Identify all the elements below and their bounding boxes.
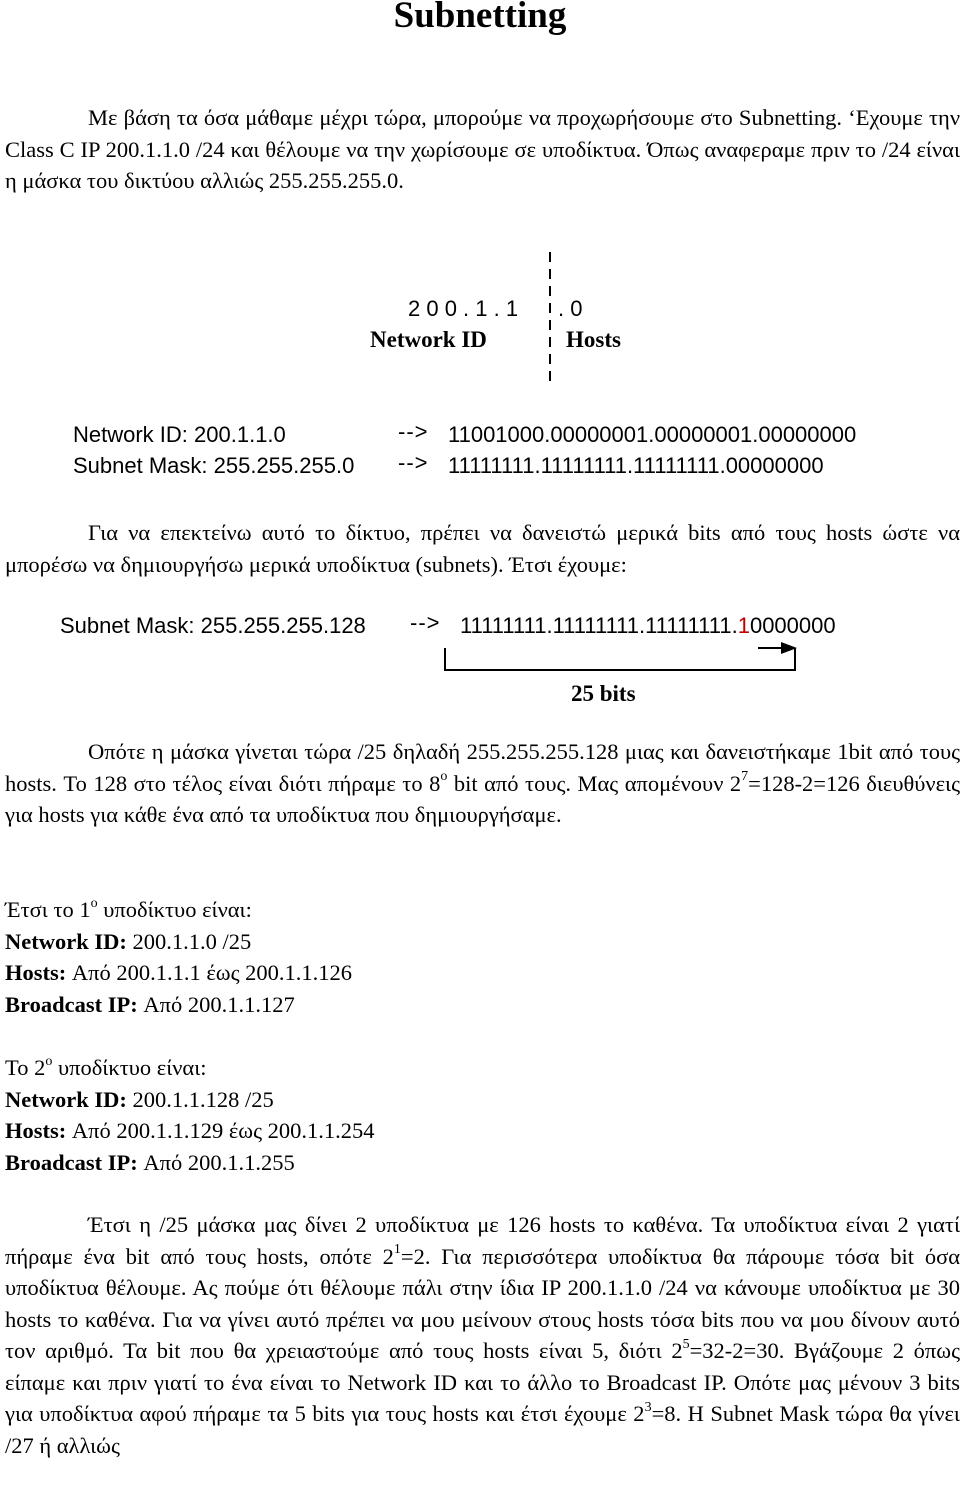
superscript: 7 — [741, 769, 749, 784]
field-label: Network ID: — [5, 1086, 127, 1112]
field-value: 200.1.1.0 /25 — [126, 928, 252, 954]
new-mask-label: Subnet Mask: 255.255.255.128 — [60, 613, 366, 638]
superscript: 3 — [644, 1399, 652, 1415]
subnet-2-network — [5, 1084, 375, 1116]
superscript: ο — [90, 895, 98, 911]
closing-text-4: =8. Η Subnet Mask τώρα θα γίνει /27 ή αλλιώς — [5, 1401, 960, 1458]
field-value: Από 200.1.1.127 — [137, 991, 295, 1017]
explain-text-2: bit από τους. Μας απομένουν 2 — [447, 770, 742, 796]
closing-paragraph — [5, 1209, 960, 1461]
subnet-1-block — [5, 894, 352, 1020]
hosts-label: Hosts — [566, 327, 621, 352]
borrowed-bit: 1 — [737, 613, 750, 638]
field-label: Broadcast IP: — [5, 1149, 138, 1175]
heading-text: Το 2 — [5, 1055, 46, 1080]
network-id-row-binary: 11001000.00000001.00000001.00000000 — [448, 422, 857, 447]
superscript: 5 — [682, 1336, 690, 1352]
field-value: 200.1.1.128 /25 — [126, 1086, 274, 1112]
new-mask-binary — [460, 613, 836, 639]
superscript: 1 — [393, 1242, 401, 1257]
page-title: Subnetting — [393, 0, 567, 36]
superscript: ο — [440, 769, 448, 784]
binary-suffix: 0000000 — [749, 613, 836, 638]
subnet-2-heading — [5, 1052, 375, 1084]
borrow-paragraph: Για να επεκτείνω αυτό το δίκτυο, πρέπει να δανειστώ μερικά bits από τους hosts ώστε να μπορέσω να δημιουργήσω μερικά υποδίκτυα (subnets). Έτσι έχουμε: — [5, 520, 960, 577]
bracket-label: 25 bits — [571, 681, 636, 706]
heading-text: Έτσι το 1 — [5, 897, 91, 922]
subnet-1-network — [5, 926, 352, 958]
network-id-row-arrow: --> — [398, 419, 429, 444]
network-id-label: Network ID — [370, 327, 487, 352]
heading-text: υποδίκτυο είναι: — [97, 897, 252, 922]
subnet-2-block — [5, 1052, 375, 1178]
bracket-arrow — [440, 640, 806, 676]
closing-text-1: Έτσι η /25 μάσκα μας δίνει 2 υποδίκτυα με 126 hosts το καθένα. Τα υποδίκτυα είναι 2 γιατί πήραμε ένα bit από τους hosts, οπότε 2 — [5, 1212, 960, 1269]
field-label: Hosts: — [5, 960, 67, 985]
subnet-mask-row-binary: 11111111.11111111.11111111.00000000 — [448, 453, 824, 478]
field-label: Network ID: — [5, 928, 127, 954]
closing-text-3: =32-2=30. Βγάζουμε 2 όπως είπαμε και πριν γιατί το ένα είναι το Network ID και το άλλο το Broadcast IP. Οπότε μας μένουν 3 bits για υποδίκτυα αφού πήραμε τα 5 bits για τους hosts και έτσι έχουμε 2 — [5, 1338, 960, 1426]
subnet-1-heading — [5, 894, 352, 926]
intro-paragraph: Με βάση τα όσα μάθαμε μέχρι τώρα, μπορούμε να προχωρήσουμε στο Subnetting. ‘Εχουμε την Class C IP 200.1.1.0 /24 και θέλουμε να την χωρίσουμε σε υποδίκτυα. Όπως αναφεραμε πριν το /24 είναι η μάσκα του δικτύου αλλιώς 255.255.255.0. — [5, 105, 960, 193]
dashed-divider — [538, 250, 558, 386]
network-id-row-label: Network ID: 200.1.1.0 — [73, 422, 286, 447]
explain-text-3: =128-2=126 διευθύνεις για hosts για κάθε ένα από τα υποδίκτυα που δημιουργήσαμε. — [5, 770, 960, 827]
field-label: Broadcast IP: — [5, 991, 138, 1017]
field-value: Από 200.1.1.255 — [137, 1149, 295, 1175]
subnet-2-hosts — [5, 1115, 375, 1147]
binary-prefix: 11111111.11111111.11111111. — [460, 613, 738, 638]
heading-text: υποδίκτυο είναι: — [52, 1055, 207, 1080]
explain-text-1: Οπότε η μάσκα γίνεται τώρα /25 δηλαδή 255.255.255.128 μιας και δανειστήκαμε 1bit από τους hosts. Το 128 στο τέλος είναι διότι πήραμε το 8 — [5, 739, 960, 796]
subnet-mask-row-arrow: --> — [398, 450, 429, 475]
superscript: ο — [45, 1053, 53, 1069]
network-digits: 2 0 0 . 1 . 1 — [408, 296, 519, 321]
field-value: Από 200.1.1.1 έως 200.1.1.126 — [66, 960, 353, 985]
new-mask-arrow: --> — [410, 610, 441, 635]
field-value: Από 200.1.1.129 έως 200.1.1.254 — [66, 1118, 375, 1143]
host-digits: . 0 — [558, 296, 583, 321]
subnet-mask-row-label: Subnet Mask: 255.255.255.0 — [73, 453, 355, 478]
field-label: Hosts: — [5, 1118, 67, 1143]
closing-text-2: =2. Για περισσότερα υποδίκτυα θα πάρουμε τόσα bit όσα υποδίκτυα θέλουμε. Ας πούμε ότι θέλουμε πάλι στην ίδια IP 200.1.1.0 /24 να κάνουμε υποδίκτυα με 30 hosts το καθένα. Για να γίνει αυτό πρέπει να μου μείνουν στους hosts τόσα bits που να μου δίνουν αυτό τον αριθμό. Τα bit που θα χρειαστούμε από τους hosts είναι 5, διότι 2 — [5, 1243, 960, 1363]
explanation-paragraph — [5, 736, 960, 831]
subnet-2-broadcast — [5, 1147, 375, 1179]
subnet-1-hosts — [5, 957, 352, 989]
subnet-1-broadcast — [5, 989, 352, 1021]
